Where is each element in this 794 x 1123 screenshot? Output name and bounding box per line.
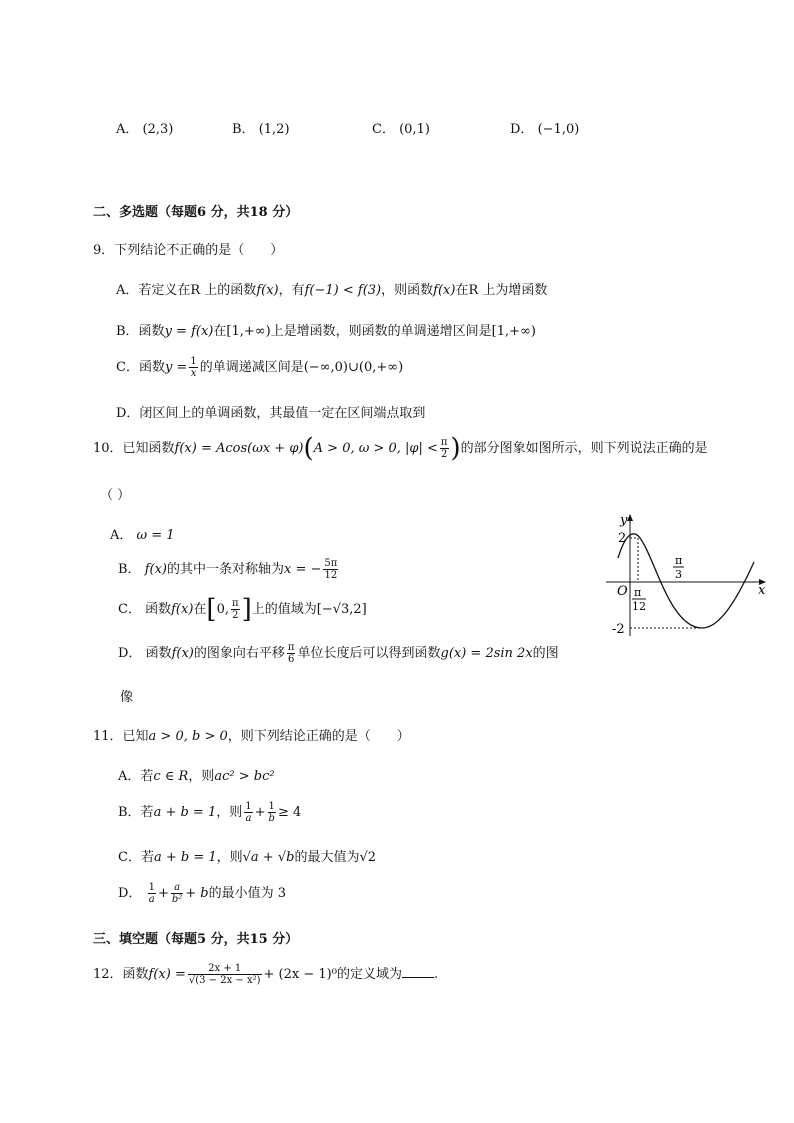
q12-stem: 12．函数f(x) = $\frac{2x + 1}{\text{√(3 − 2x − x²)}}$ + (2x − 1)⁰的定义域为 .	[93, 963, 439, 986]
q11-stem: 11．已知a > 0, b > 0，则下列结论正确的是（ ）	[93, 729, 410, 744]
q10-option-b: B． f(x)的其中一条对称轴为x = − $\frac{5\pi}{12}$	[118, 558, 338, 581]
q9-option-d: D．闭区间上的单调函数，其最值一定在区间端点取到	[116, 406, 426, 421]
y-min-label: -2	[612, 622, 625, 637]
q10-option-d: D． 函数f(x)的图象向右平移 $\frac{\pi}{6}$ 单位长度后可以得到函数g(x) = 2sin 2x的图	[118, 642, 559, 665]
y-axis-arrow	[627, 514, 633, 521]
q10-option-a: A． ω = 1	[110, 528, 175, 543]
q11-option-c: C．若a + b = 1，则√a + √b的最大值为√2	[118, 850, 377, 865]
q10-paren: （ ）	[100, 488, 131, 503]
q12-answer-blank[interactable]	[402, 965, 434, 978]
y-max-label: 2	[618, 531, 627, 546]
q10-stem: 10．已知函数f(x) = Acos(ωx + φ)(A > 0, ω > 0, |φ| < $\frac{\pi}{2}$ )的部分图象如图所示，则下列说法正确的是	[93, 433, 708, 464]
y-label: y	[620, 513, 628, 528]
x1-numerator: π	[634, 586, 642, 599]
q11-option-a: A．若c ∈ R，则ac² > bc²	[118, 769, 275, 784]
q8-option-d: D． (−1,0)	[510, 122, 580, 137]
q9-option-c: C．函数y = $\frac{1}{x}$ 的单调递减区间是(−∞,0)∪(0,+∞)	[116, 356, 404, 379]
x2-numerator: π	[675, 554, 683, 567]
q9-stem: 9．下列结论不正确的是（ ）	[93, 243, 284, 258]
q10-cosine-graph	[600, 510, 772, 642]
x1-denominator: 12	[632, 600, 646, 613]
x-label: x	[758, 583, 766, 598]
section3-title: 三、填空题（每题5 分，共15 分）	[93, 932, 299, 947]
q11-option-d: D． $\frac{1}{a}$ + $\frac{a}{\text{b²}}$ + b的最小值为 3	[118, 882, 287, 905]
q9-option-a: A．若定义在R 上的函数f(x)，有f(−1) < f(3)，则函数f(x)在R 上为增函数	[116, 283, 548, 298]
q10-option-c: C． 函数f(x)在[0, $\frac{\pi}{2}$ ]上的值域为[−√3,2]	[118, 594, 367, 625]
q9-option-b: B．函数y = f(x)在[1,+∞)上是增函数，则函数的单调递增区间是[1,+∞)	[116, 324, 536, 339]
section2-title: 二、多选题（每题6 分，共18 分）	[93, 205, 299, 220]
q11-option-b: B．若a + b = 1，则 $\frac{1}{a}$ + $\frac{1}{b}$ ≥ 4	[118, 801, 302, 824]
q8-option-c: C． (0,1)	[372, 122, 430, 137]
q10-option-d-wrap: 像	[120, 690, 134, 705]
x2-denominator: 3	[675, 568, 682, 581]
origin-label: O	[617, 584, 628, 599]
q8-option-b: B． (1,2)	[232, 122, 290, 137]
q8-option-a: A． (2,3)	[116, 122, 174, 137]
